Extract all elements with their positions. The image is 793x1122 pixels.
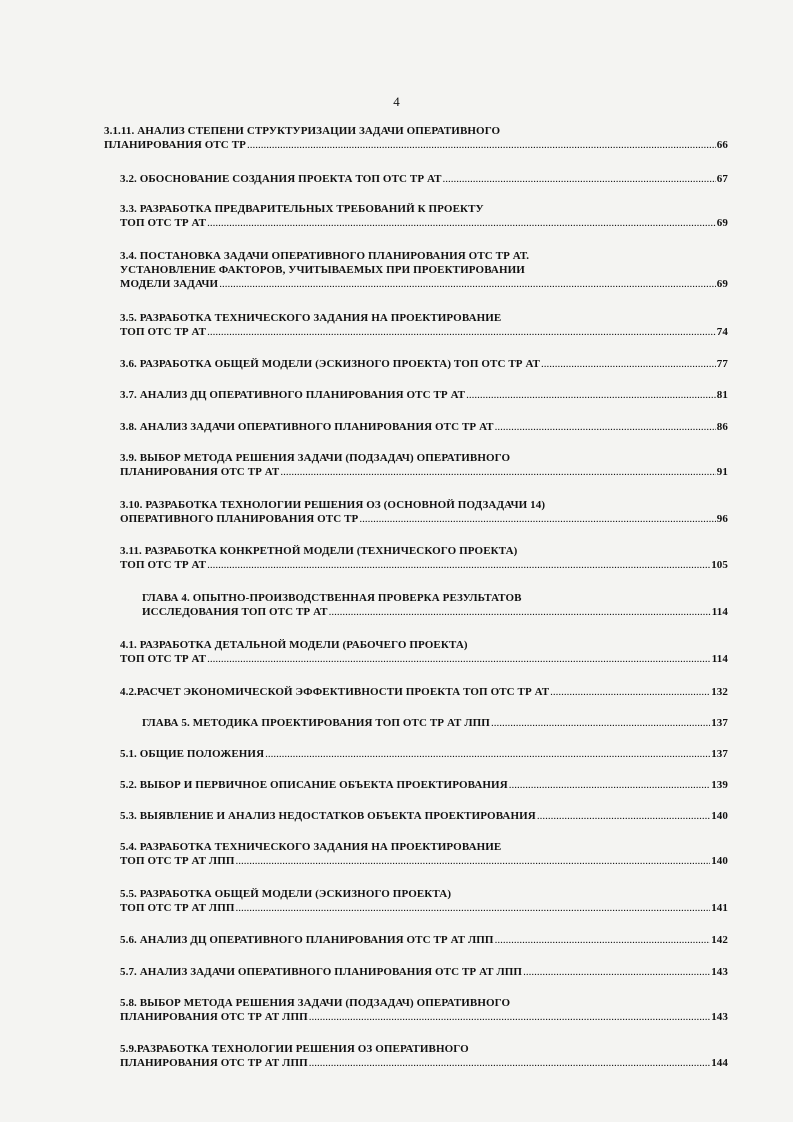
toc-entry-text-line: 5.4. РАЗРАБОТКА ТЕХНИЧЕСКОГО ЗАДАНИЯ НА ПРОЕКТИРОВАНИЕ	[120, 841, 502, 853]
dot-leader	[309, 1010, 710, 1024]
dot-leader	[491, 716, 710, 730]
toc-page-number: 86	[716, 421, 728, 433]
dot-leader	[537, 809, 710, 823]
toc-page-number: 91	[716, 466, 728, 478]
dot-leader	[265, 747, 710, 761]
toc-entry	[120, 172, 728, 186]
toc-page-number: 143	[711, 1011, 728, 1023]
toc-entry	[142, 591, 728, 619]
dot-leader	[466, 388, 716, 402]
toc-entry	[120, 638, 728, 666]
dot-leader	[207, 216, 716, 230]
toc-entry-text-line: 3.2. ОБОСНОВАНИЕ СОЗДАНИЯ ПРОЕКТА ТОП ОТС ТР АТ	[120, 173, 442, 185]
toc-entry	[120, 778, 728, 792]
toc-entry-text-line: 3.3. РАЗРАБОТКА ПРЕДВАРИТЕЛЬНЫХ ТРЕБОВАНИЙ К ПРОЕКТУ	[120, 203, 484, 215]
toc-entry-text-line: ГЛАВА 4. ОПЫТНО-ПРОИЗВОДСТВЕННАЯ ПРОВЕРКА РЕЗУЛЬТАТОВ	[142, 592, 522, 604]
toc-entry	[120, 933, 728, 947]
toc-page-number: 81	[716, 389, 728, 401]
toc-entry-text-line: 3.7. АНАЛИЗ ДЦ ОПЕРАТИВНОГО ПЛАНИРОВАНИЯ ОТС ТР АТ	[120, 389, 466, 401]
dot-leader	[207, 558, 710, 572]
dot-leader	[236, 901, 711, 915]
toc-page-number: 132	[711, 686, 728, 698]
toc-entry-text-line: ТОП ОТС ТР АТ ЛПП	[120, 855, 235, 867]
toc-entry	[120, 249, 728, 291]
toc-entry-text-line: 3.4. ПОСТАНОВКА ЗАДАЧИ ОПЕРАТИВНОГО ПЛАНИРОВАНИЯ ОТС ТР АТ.	[120, 250, 530, 262]
toc-page-number: 140	[711, 810, 728, 822]
toc-entry-text-line: ТОП ОТС ТР АТ	[120, 559, 207, 571]
toc-entry-text-line: 3.1.11. АНАЛИЗ СТЕПЕНИ СТРУКТУРИЗАЦИИ ЗАДАЧИ ОПЕРАТИВНОГО	[104, 125, 501, 137]
toc-page-number: 77	[716, 358, 728, 370]
toc-page-number: 137	[711, 717, 728, 729]
toc-entry-text-line: 5.3. ВЫЯВЛЕНИЕ И АНАЛИЗ НЕДОСТАТКОВ ОБЪЕКТА ПРОЕКТИРОВАНИЯ	[120, 810, 536, 822]
toc-page-number: 67	[716, 173, 728, 185]
dot-leader	[443, 172, 716, 186]
toc-entry-text-line: ПЛАНИРОВАНИЯ ОТС ТР АТ ЛПП	[120, 1057, 308, 1069]
toc-entry	[120, 202, 728, 230]
toc-page-number: 141	[711, 902, 728, 914]
dot-leader	[509, 778, 710, 792]
toc-entry-text-line: 3.9. ВЫБОР МЕТОДА РЕШЕНИЯ ЗАДАЧИ (ПОДЗАДАЧ) ОПЕРАТИВНОГО	[120, 452, 511, 464]
dot-leader	[219, 277, 716, 291]
toc-entry-text-line: 5.6. АНАЛИЗ ДЦ ОПЕРАТИВНОГО ПЛАНИРОВАНИЯ ОТС ТР АТ ЛПП	[120, 934, 494, 946]
toc-entry	[120, 685, 728, 699]
page-number: 4	[393, 94, 400, 109]
toc-entry	[120, 388, 728, 402]
toc-entry-text-line: ОПЕРАТИВНОГО ПЛАНИРОВАНИЯ ОТС ТР	[120, 513, 359, 525]
toc-entry-text-line: ПЛАНИРОВАНИЯ ОТС ТР АТ ЛПП	[120, 1011, 308, 1023]
toc-page-number: 143	[711, 966, 728, 978]
toc-entry	[142, 716, 728, 730]
toc-entry-text-line: 4.1. РАЗРАБОТКА ДЕТАЛЬНОЙ МОДЕЛИ (РАБОЧЕГО ПРОЕКТА)	[120, 639, 468, 651]
toc-entry	[104, 124, 728, 152]
toc-entry-text-line: 5.1. ОБЩИЕ ПОЛОЖЕНИЯ	[120, 748, 265, 760]
toc-entry-text-line: 5.9.РАЗРАБОТКА ТЕХНОЛОГИИ РЕШЕНИЯ ОЗ ОПЕРАТИВНОГО	[120, 1043, 469, 1055]
toc-page-number: 105	[711, 559, 728, 571]
toc-entry	[120, 498, 728, 526]
toc-page-number: 69	[716, 278, 728, 290]
dot-leader	[523, 965, 710, 979]
toc-entry-text-line: 3.8. АНАЛИЗ ЗАДАЧИ ОПЕРАТИВНОГО ПЛАНИРОВАНИЯ ОТС ТР АТ	[120, 421, 494, 433]
toc-entry-text-line: ПЛАНИРОВАНИЯ ОТС ТР	[104, 139, 246, 151]
toc-entry-text-line: 5.8. ВЫБОР МЕТОДА РЕШЕНИЯ ЗАДАЧИ (ПОДЗАДАЧ) ОПЕРАТИВНОГО	[120, 997, 511, 1009]
toc-entry	[120, 420, 728, 434]
toc-page-number: 137	[711, 748, 728, 760]
toc-entry	[120, 840, 728, 868]
dot-leader	[236, 854, 711, 868]
toc-entry-text-line: 5.5. РАЗРАБОТКА ОБЩЕЙ МОДЕЛИ (ЭСКИЗНОГО ПРОЕКТА)	[120, 888, 452, 900]
toc-entry-text-line: ТОП ОТС ТР АТ	[120, 217, 207, 229]
toc-page-number: 140	[711, 855, 728, 867]
toc-entry-text-line: ИССЛЕДОВАНИЯ ТОП ОТС ТР АТ	[142, 606, 328, 618]
dot-leader	[329, 605, 711, 619]
toc-entry	[120, 1042, 728, 1070]
toc-entry-text-line: МОДЕЛИ ЗАДАЧИ	[120, 278, 219, 290]
toc-entry	[120, 887, 728, 915]
toc-page-number: 66	[716, 139, 728, 151]
dot-leader	[495, 420, 716, 434]
dot-leader	[550, 685, 710, 699]
toc-entry	[120, 544, 728, 572]
toc-page-number: 74	[716, 326, 728, 338]
toc-entry	[120, 809, 728, 823]
toc-entry-text-line: ПЛАНИРОВАНИЯ ОТС ТР АТ	[120, 466, 280, 478]
toc-page-number: 69	[716, 217, 728, 229]
toc-entry	[120, 747, 728, 761]
dot-leader	[280, 465, 715, 479]
toc-entry	[120, 965, 728, 979]
toc-entry-text-line: ТОП ОТС ТР АТ	[120, 653, 207, 665]
toc-page-number: 142	[711, 934, 728, 946]
dot-leader	[359, 512, 715, 526]
dot-leader	[207, 652, 711, 666]
toc-page-number: 144	[711, 1057, 728, 1069]
toc-entry-text-line: 5.7. АНАЛИЗ ЗАДАЧИ ОПЕРАТИВНОГО ПЛАНИРОВАНИЯ ОТС ТР АТ ЛПП	[120, 966, 523, 978]
toc-entry-text-line: 3.6. РАЗРАБОТКА ОБЩЕЙ МОДЕЛИ (ЭСКИЗНОГО ПРОЕКТА) ТОП ОТС ТР АТ	[120, 358, 540, 370]
toc-entry-text-line: 3.11. РАЗРАБОТКА КОНКРЕТНОЙ МОДЕЛИ (ТЕХНИЧЕСКОГО ПРОЕКТА)	[120, 545, 518, 557]
toc-entry-text-line: 3.5. РАЗРАБОТКА ТЕХНИЧЕСКОГО ЗАДАНИЯ НА ПРОЕКТИРОВАНИЕ	[120, 312, 502, 324]
toc-entry-text-line: УСТАНОВЛЕНИЕ ФАКТОРОВ, УЧИТЫВАЕМЫХ ПРИ ПРОЕКТИРОВАНИИ	[120, 264, 525, 276]
toc-page-number: 114	[711, 606, 728, 618]
toc-entry	[120, 451, 728, 479]
toc-entry-text-line: ТОП ОТС ТР АТ	[120, 326, 207, 338]
toc-entry	[120, 357, 728, 371]
toc-entry-text-line: ТОП ОТС ТР АТ ЛПП	[120, 902, 235, 914]
dot-leader	[247, 138, 716, 152]
dot-leader	[541, 357, 716, 371]
toc-page-number: 139	[711, 779, 728, 791]
toc-entry-text-line: 5.2. ВЫБОР И ПЕРВИЧНОЕ ОПИСАНИЕ ОБЪЕКТА ПРОЕКТИРОВАНИЯ	[120, 779, 508, 791]
toc-page-number: 114	[711, 653, 728, 665]
dot-leader	[309, 1056, 710, 1070]
toc-entry	[120, 996, 728, 1024]
toc-entry-text-line: 3.10. РАЗРАБОТКА ТЕХНОЛОГИИ РЕШЕНИЯ ОЗ (ОСНОВНОЙ ПОДЗАДАЧИ 14)	[120, 499, 546, 511]
toc-entry-text-line: ГЛАВА 5. МЕТОДИКА ПРОЕКТИРОВАНИЯ ТОП ОТС ТР АТ ЛПП	[142, 717, 490, 729]
dot-leader	[207, 325, 716, 339]
dot-leader	[495, 933, 711, 947]
toc-page-number: 96	[716, 513, 728, 525]
toc-entry	[120, 311, 728, 339]
toc-entry-text-line: 4.2.РАСЧЕТ ЭКОНОМИЧЕСКОЙ ЭФФЕКТИВНОСТИ ПРОЕКТА ТОП ОТС ТР АТ	[120, 686, 550, 698]
